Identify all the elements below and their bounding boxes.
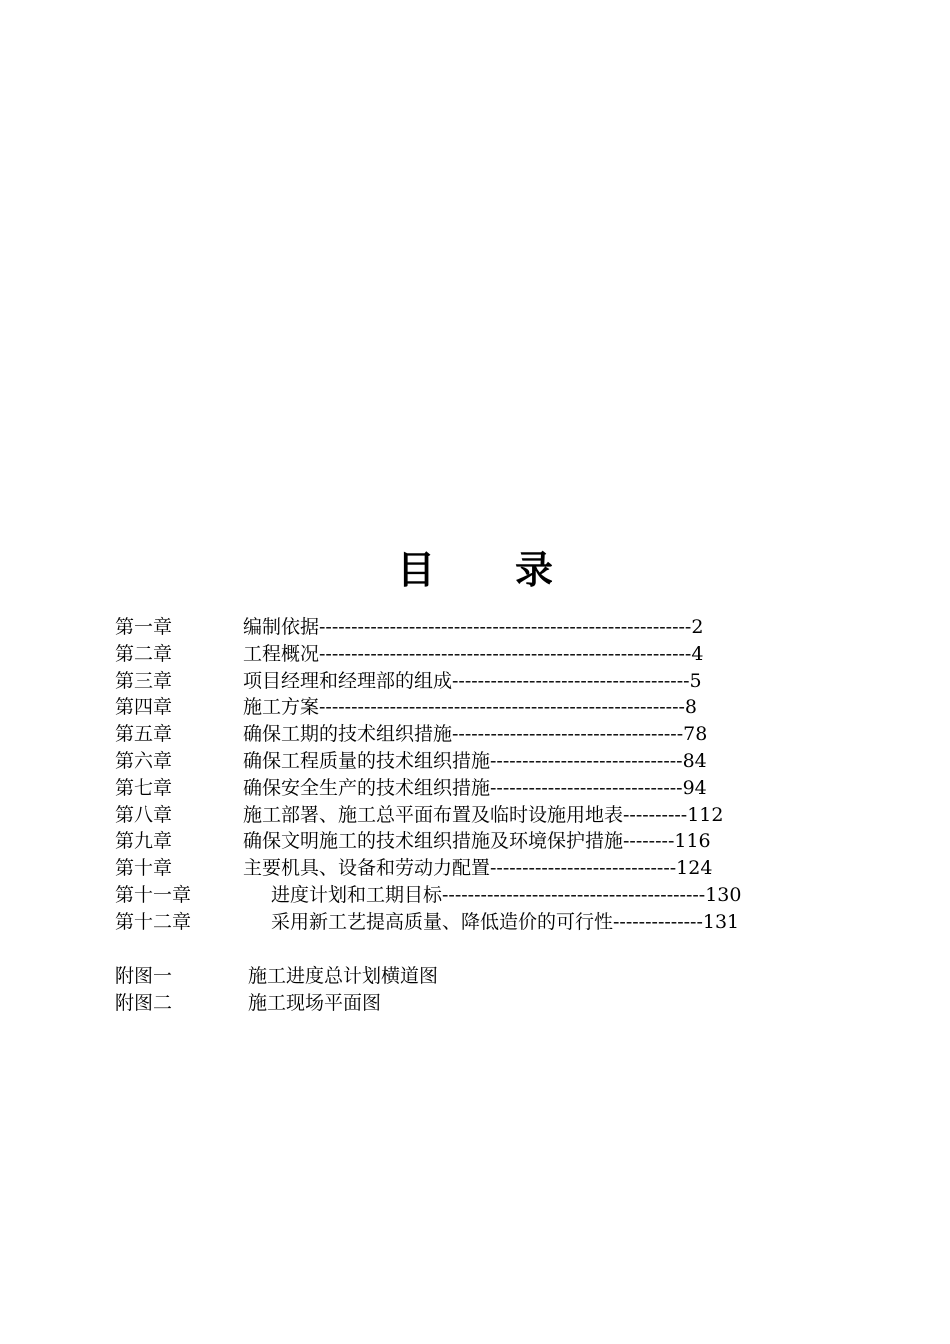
toc-title [0,546,950,594]
toc-entry-text: 项目经理和经理部的组成-------------------------------------5 [243,669,702,692]
toc-row [115,909,835,936]
appendix-text: 施工进度总计划横道图 [248,965,439,987]
toc-chapter-label: 第八章 [115,803,173,826]
toc-row [115,641,835,668]
toc-chapter-label: 第十章 [115,857,173,880]
toc-title-char-2: 录 [515,548,554,592]
toc-entry-text: 采用新工艺提高质量、降低造价的可行性--------------131 [271,910,740,933]
toc-chapter-label: 第九章 [115,830,173,853]
appendix-label: 附图二 [115,991,173,1014]
toc-row [115,775,835,802]
toc-entry-text: 确保工程质量的技术组织措施------------------------------84 [243,749,707,772]
toc-entry-text: 确保安全生产的技术组织措施------------------------------94 [243,776,707,799]
toc-title-char-1: 目 [396,548,435,592]
toc-entry-text: 进度计划和工期目标-----------------------------------------130 [271,883,742,906]
toc-entry-text: 确保工期的技术组织措施------------------------------------78 [243,723,708,746]
toc-entry-text: 主要机具、设备和劳动力配置-----------------------------124 [243,857,713,880]
toc-row [115,748,835,775]
toc-row [115,828,835,855]
toc-row [115,668,835,695]
toc-row [115,802,835,829]
appendix-label: 附图一 [115,965,173,987]
toc-chapter-label: 第一章 [115,616,173,638]
toc-entry-text: 编制依据----------------------------------------------------------2 [243,616,704,638]
toc-entry-text: 施工方案---------------------------------------------------------8 [243,696,698,719]
toc-row [115,614,835,641]
toc-entry-text: 施工部署、施工总平面布置及临时设施用地表----------112 [243,803,724,826]
toc-chapter-label: 第十二章 [115,910,192,933]
toc-entry-text: 确保文明施工的技术组织措施及环境保护措施--------116 [243,830,711,853]
table-of-contents [115,614,835,936]
toc-entry-text: 工程概况----------------------------------------------------------4 [243,642,704,665]
appendix-text: 施工现场平面图 [248,991,382,1014]
toc-row [115,694,835,721]
toc-row [115,855,835,882]
toc-chapter-label: 第四章 [115,696,173,719]
toc-chapter-label: 第二章 [115,642,173,665]
toc-chapter-label: 第五章 [115,723,173,746]
toc-chapter-label: 第十一章 [115,883,192,906]
toc-row [115,882,835,909]
toc-chapter-label: 第六章 [115,749,173,772]
toc-chapter-label: 第七章 [115,776,173,799]
toc-row [115,721,835,748]
toc-chapter-label: 第三章 [115,669,173,692]
